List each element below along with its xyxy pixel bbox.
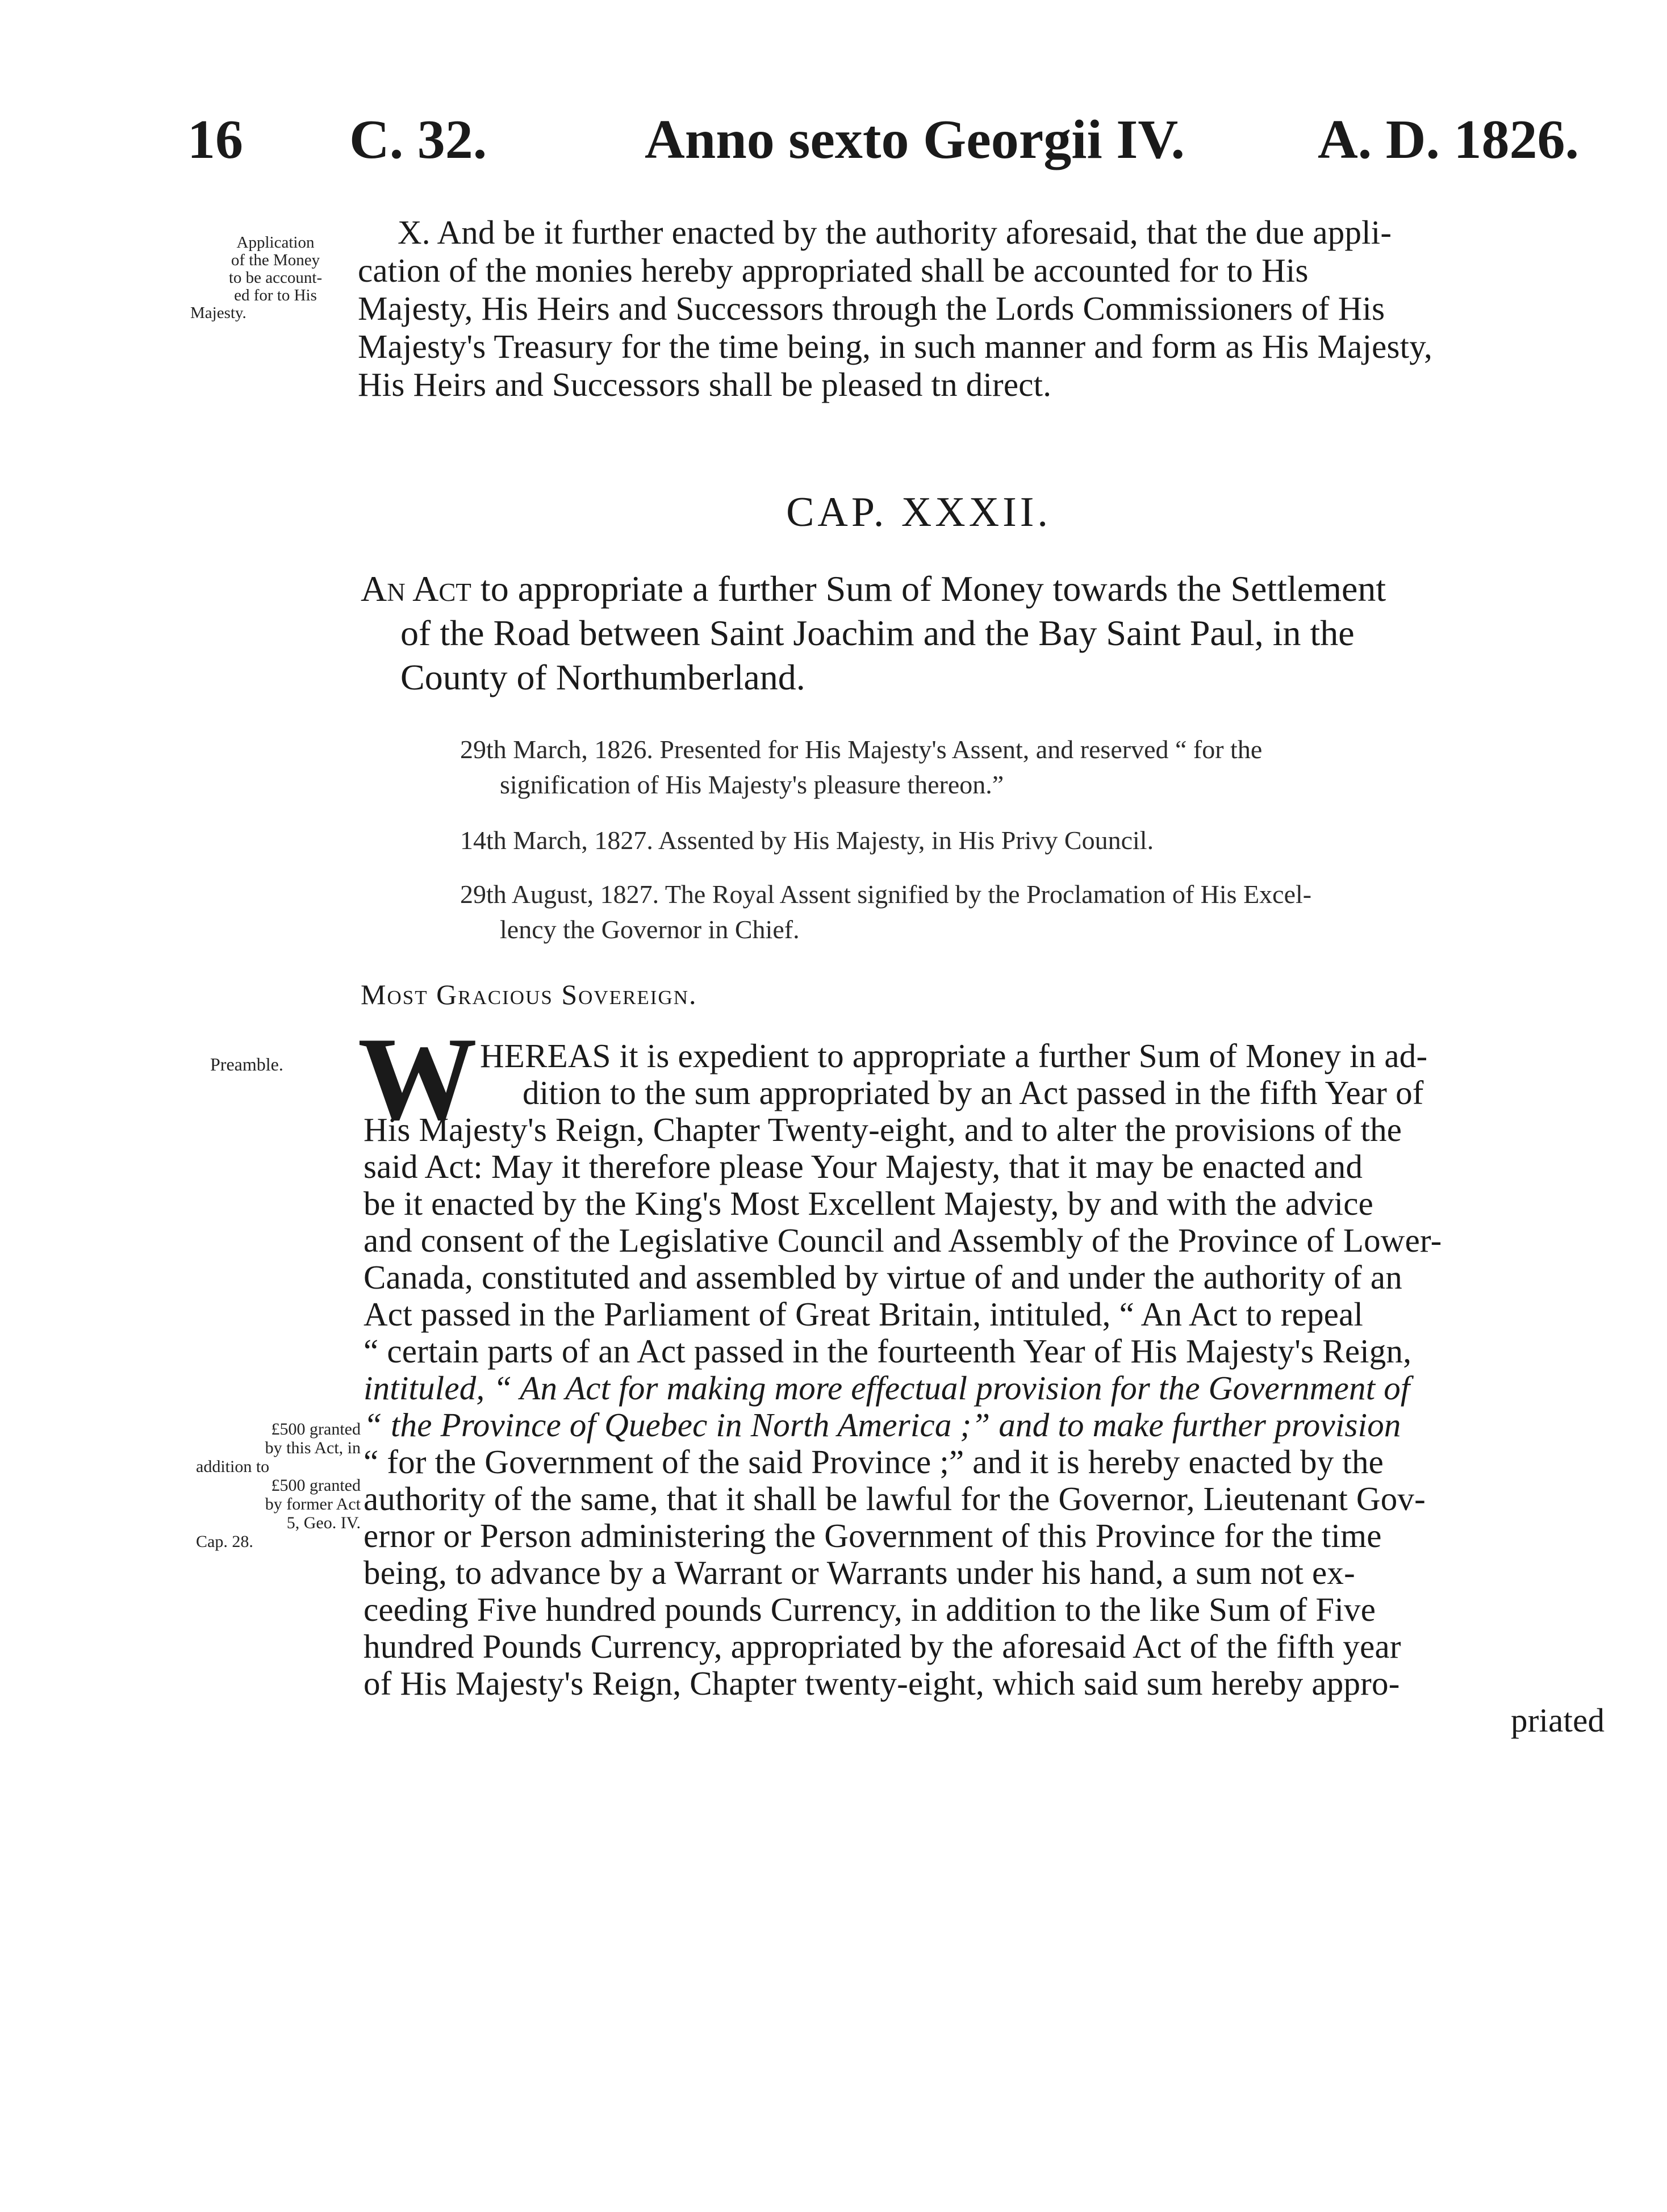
margin-note-line: Majesty.	[190, 304, 247, 322]
preamble-line: dition to the sum appropriated by an Act passed in the fifth Year of	[523, 1074, 1424, 1111]
section-x-line: X. And be it further enacted by the authority aforesaid, that the due appli-	[398, 214, 1392, 251]
preamble-line: Canada, constituted and assembled by virtue of and under the authority of an	[364, 1258, 1402, 1296]
margin-note-line: ed for to His	[234, 286, 317, 304]
date-entry-royal-assent-cont: lency the Governor in Chief.	[500, 915, 800, 944]
preamble-line: “ the Province of Quebec in North America ;” and to make further provision	[364, 1406, 1401, 1444]
margin-note-line: by this Act, in	[265, 1439, 361, 1457]
preamble-line-catchword: priated	[1511, 1701, 1605, 1739]
preamble-line: “ certain parts of an Act passed in the fourteenth Year of His Majesty's Reign,	[364, 1332, 1412, 1370]
date-text: The Royal Assent signified by the Proclamation of His Excel-	[665, 880, 1312, 909]
act-title-text: to appropriate a further Sum of Money towards the Settlement	[480, 568, 1386, 609]
date-entry-presented	[460, 734, 1262, 764]
margin-note-line: by former Act	[265, 1495, 361, 1513]
preamble-line: HEREAS it is expedient to appropriate a further Sum of Money in ad-	[480, 1037, 1428, 1074]
margin-note-line: addition to	[196, 1457, 270, 1476]
regnal-year-title: Anno sexto Georgii IV.	[645, 109, 1185, 170]
date-value: 29th August, 1827.	[460, 880, 659, 909]
date-entry-presented-cont: signification of His Majesty's pleasure thereon.”	[500, 770, 1004, 799]
page-number: 16	[187, 109, 243, 170]
preamble-line: of His Majesty's Reign, Chapter twenty-eight, which said sum hereby appro-	[364, 1665, 1400, 1702]
margin-note-line: 5, Geo. IV.	[286, 1513, 361, 1532]
preamble-line: ernor or Person administering the Government of this Province for the time	[364, 1517, 1382, 1554]
section-x-line: His Heirs and Successors shall be pleased tn direct.	[358, 366, 1052, 403]
margin-note-line: Application	[236, 233, 315, 252]
act-title-lead: An Act	[361, 568, 471, 609]
act-title-line-3: County of Northumberland.	[400, 657, 805, 697]
preamble-line: and consent of the Legislative Council and Assembly of the Province of Lower-	[364, 1222, 1442, 1259]
margin-note-line: Cap. 28.	[196, 1532, 253, 1551]
margin-note-line: £500 granted	[271, 1420, 361, 1439]
salutation: Most Gracious Sovereign.	[361, 979, 697, 1010]
chapter-heading: CAP. XXXII.	[786, 489, 1051, 536]
date-value: 29th March, 1826.	[460, 735, 653, 764]
preamble-line: authority of the same, that it shall be lawful for the Governor, Lieutenant Gov-	[364, 1480, 1426, 1517]
margin-note-application	[190, 234, 361, 322]
preamble-line: being, to advance by a Warrant or Warrants under his hand, a sum not ex-	[364, 1554, 1355, 1591]
running-head	[187, 108, 1630, 182]
margin-note-line: of the Money	[231, 251, 320, 269]
act-title-line-2: of the Road between Saint Joachim and the Bay Saint Paul, in the	[400, 613, 1355, 653]
preamble-line: intituled, “ An Act for making more effectual provision for the Government of	[364, 1369, 1410, 1407]
date-text: Presented for His Majesty's Assent, and reserved “ for the	[659, 735, 1263, 764]
section-x-line: cation of the monies hereby appropriated shall be accounted for to His	[358, 252, 1309, 289]
preamble-line: “ for the Government of the said Province ;” and it is hereby enacted by the	[364, 1443, 1384, 1481]
margin-note-line: £500 granted	[271, 1476, 361, 1495]
section-x-line: Majesty's Treasury for the time being, in such manner and form as His Majesty,	[358, 328, 1433, 365]
margin-note-grant	[196, 1420, 361, 1551]
date-text: Assented by His Majesty, in His Privy Council.	[658, 826, 1154, 855]
margin-note-line: to be account-	[228, 269, 323, 287]
preamble-line: ceeding Five hundred pounds Currency, in addition to the like Sum of Five	[364, 1591, 1376, 1628]
date-value: 14th March, 1827.	[460, 826, 653, 855]
act-title-line-1	[361, 568, 1386, 610]
section-x-line: Majesty, His Heirs and Successors through the Lords Commissioners of His	[358, 290, 1385, 327]
margin-note-preamble: Preamble.	[210, 1054, 283, 1074]
preamble-line: hundred Pounds Currency, appropriated by the aforesaid Act of the fifth year	[364, 1628, 1401, 1665]
preamble-line: Act passed in the Parliament of Great Britain, intituled, “ An Act to repeal	[364, 1295, 1364, 1333]
drop-cap: W	[358, 1013, 477, 1145]
preamble-line: be it enacted by the King's Most Excellent Majesty, by and with the advice	[364, 1185, 1374, 1222]
preamble-line: His Majesty's Reign, Chapter Twenty-eight, and to alter the provisions of the	[364, 1111, 1402, 1148]
date-entry-royal-assent	[460, 879, 1311, 909]
anno-domini-year: A. D. 1826.	[1318, 109, 1580, 170]
chapter-number: C. 32.	[349, 109, 487, 170]
preamble-line: said Act: May it therefore please Your Majesty, that it may be enacted and	[364, 1148, 1363, 1185]
date-entry-assented	[460, 825, 1154, 855]
